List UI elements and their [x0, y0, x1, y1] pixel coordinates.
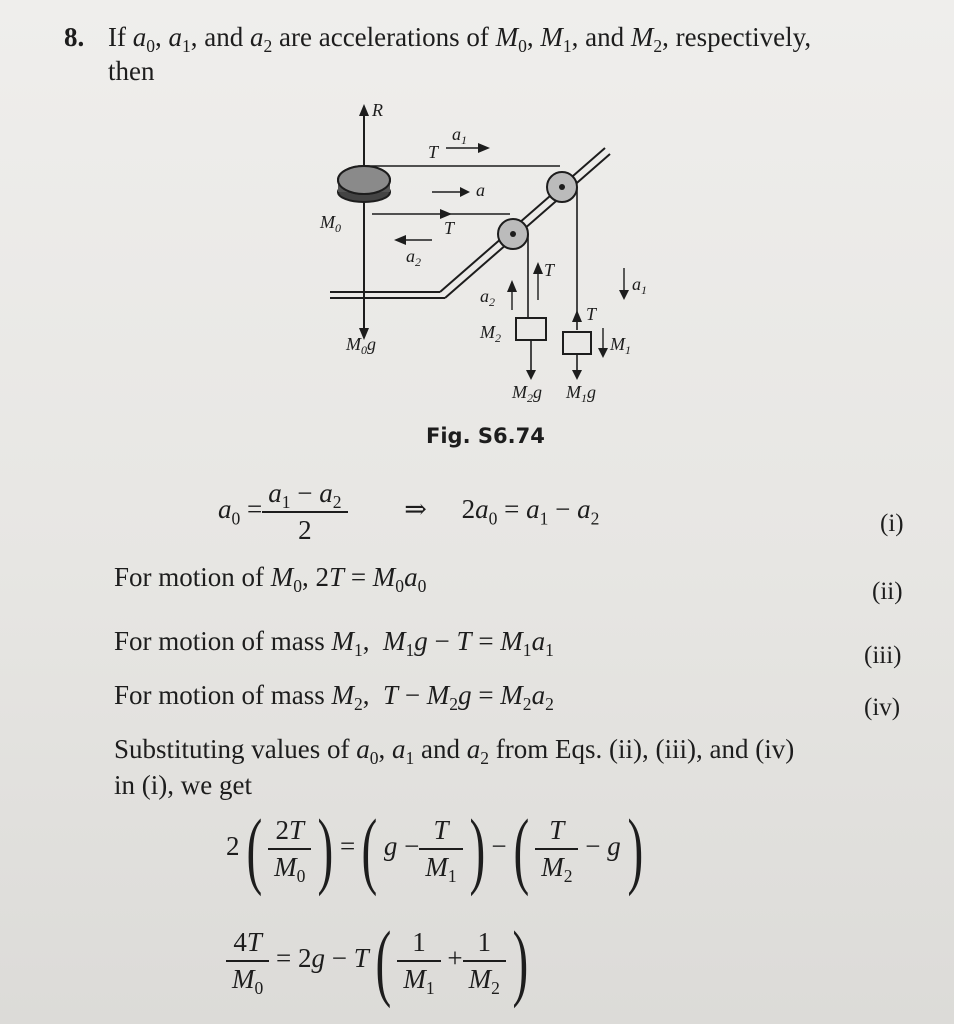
svg-text:T: T [444, 218, 455, 238]
svg-text:T: T [428, 142, 439, 162]
label-M2g: $M_2g$ [512, 382, 542, 405]
label-M0g: $M_0g$ [346, 334, 376, 357]
label-M2: $M_2$ [480, 322, 501, 345]
label-M0: $M_0$ [320, 212, 341, 235]
equation-iv: For motion of mass $M_2$, $T - M_2g = M_2a_2$ [114, 680, 554, 715]
label-a2-right: $a_2$ [480, 286, 495, 309]
equation-ii: For motion of $M_0$, $2T = M_0a_0$ [114, 562, 427, 597]
label-a1-top: $a_1$ [452, 124, 467, 147]
pulley-diagram [300, 90, 647, 420]
equation-number-ii: (ii) [872, 578, 903, 605]
question-line-1: If $a_0$, $a_1$, and $a_2$ are accelerations of $M_0$, $M_1$, and $M_2$, respectively, [108, 22, 812, 57]
label-M1: $M_1$ [610, 334, 631, 357]
equation-i: $a_0$ = $\frac{a_1 - a_2}{2}$ ⇒ $2a_0 = a_1 - a_2$ [218, 478, 600, 545]
svg-text:a: a [476, 180, 485, 200]
label-M1g: $M_1g$ [566, 382, 596, 405]
equation-number-iv: (iv) [864, 694, 901, 721]
label-a1-right: $a_1$ [632, 274, 647, 297]
substituting-line-1: Substituting values of $a_0$, $a_1$ and $a_2$ from Eqs. (ii), (iii), and (iv) [114, 734, 795, 769]
substituting-line-2: in (i), we get [114, 770, 252, 800]
question-line-2: then [108, 56, 155, 86]
svg-text:T: T [586, 304, 597, 324]
equation-number-i: (i) [880, 510, 904, 537]
question-number: 8. [64, 22, 85, 52]
equation-number-iii: (iii) [864, 642, 902, 669]
svg-text:T: T [544, 260, 555, 280]
derived-equation-1: 2( $\frac{2T}{M_0}$ ) =( g − $\frac{T}{M_1}$ ) −( $\frac{T}{M_2}$ − g) [226, 801, 643, 897]
label-a2-left: $a_2$ [406, 246, 421, 269]
figure-caption: Fig. S6.74 [426, 424, 545, 448]
derived-equation-2: $\frac{4T}{M_0}$ = 2g − T( $\frac{1}{M_1}$ + $\frac{1}{M_2}$ ) [226, 918, 535, 1004]
label-R: R [372, 100, 383, 120]
equation-iii: For motion of mass $M_1$, $M_1g - T = M_1a_1$ [114, 626, 554, 661]
